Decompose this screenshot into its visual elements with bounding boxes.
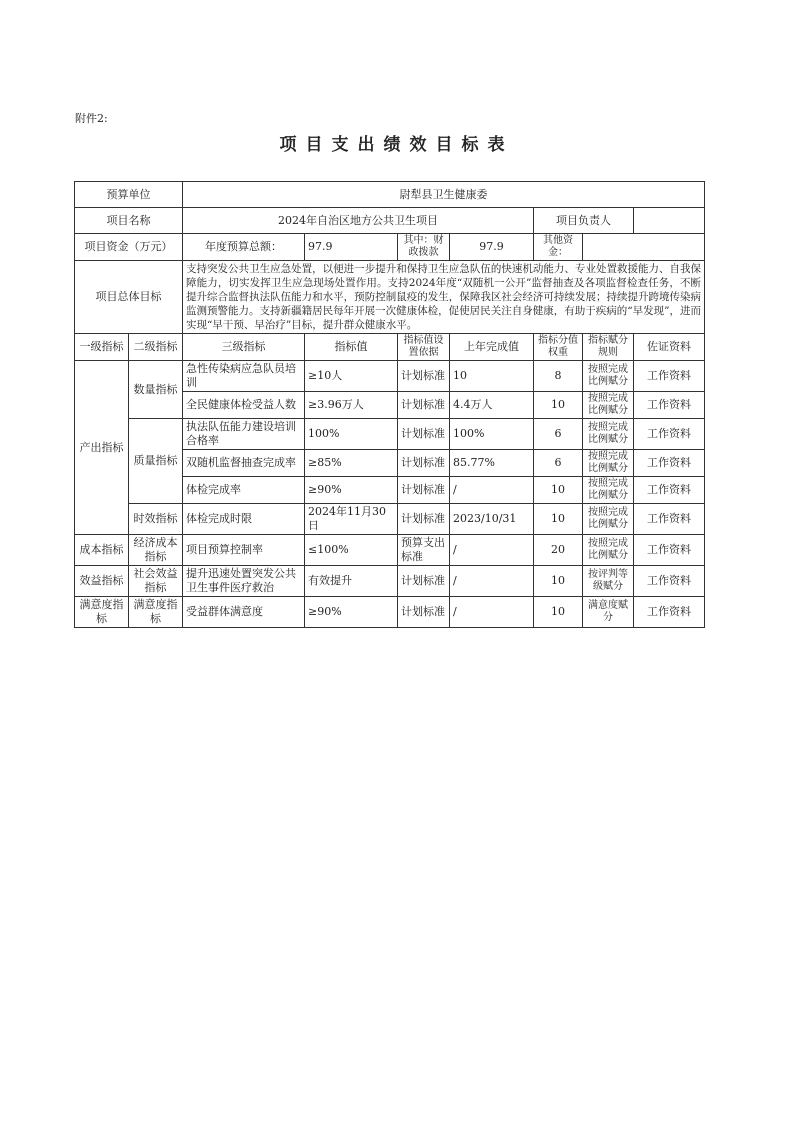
- last-year-value: 2023/10/31: [450, 504, 534, 535]
- indicator-value: ≥85%: [305, 450, 398, 477]
- project-name-label: 项目名称: [75, 208, 183, 234]
- last-year-value: /: [450, 597, 534, 628]
- indicator-basis: 计划标准: [398, 392, 450, 419]
- indicator-name: 体检完成率: [183, 477, 305, 504]
- page-title: 项目支出绩效目标表: [279, 135, 514, 155]
- performance-target-table: [74, 181, 705, 628]
- col-level3: 三级指标: [183, 334, 305, 361]
- project-leader-label: 项目负责人: [534, 208, 634, 234]
- indicator-basis: 计划标准: [398, 361, 450, 392]
- evidence: 工作资料: [634, 450, 705, 477]
- level1-benefit: 效益指标: [75, 566, 129, 597]
- scoring-rule: 按照完成比例赋分: [583, 419, 634, 450]
- indicator-basis: 计划标准: [398, 450, 450, 477]
- annual-budget-value: 97.9: [305, 234, 398, 261]
- indicator-value: 2024年11月30日: [305, 504, 398, 535]
- level2-quantity: 数量指标: [129, 361, 183, 419]
- table-row: [75, 361, 705, 392]
- level1-satisfaction: 满意度指标: [75, 597, 129, 628]
- other-funds-label: 其他资金：: [534, 234, 583, 261]
- indicator-basis: 预算支出标准: [398, 535, 450, 566]
- last-year-value: /: [450, 566, 534, 597]
- scoring-rule: 按照完成比例赋分: [583, 477, 634, 504]
- evidence: 工作资料: [634, 477, 705, 504]
- project-funds-label: 项目资金（万元）: [75, 234, 183, 261]
- indicator-name: 提升迅速处置突发公共卫生事件医疗救治: [183, 566, 305, 597]
- level1-cost: 成本指标: [75, 535, 129, 566]
- budget-unit-label: 预算单位: [75, 182, 183, 208]
- indicator-value: 有效提升: [305, 566, 398, 597]
- indicator-value: ≥10人: [305, 361, 398, 392]
- indicator-name: 双随机监督抽查完成率: [183, 450, 305, 477]
- col-value: 指标值: [305, 334, 398, 361]
- indicator-weight: 10: [534, 477, 583, 504]
- scoring-rule: 按照完成比例赋分: [583, 361, 634, 392]
- level2-social-benefit: 社会效益指标: [129, 566, 183, 597]
- col-evidence: 佐证资料: [634, 334, 705, 361]
- indicator-weight: 20: [534, 535, 583, 566]
- table-row: [75, 566, 705, 597]
- project-leader-value: [634, 208, 705, 234]
- indicator-value: 100%: [305, 419, 398, 450]
- indicator-name: 受益群体满意度: [183, 597, 305, 628]
- scoring-rule: 按照完成比例赋分: [583, 450, 634, 477]
- evidence: 工作资料: [634, 504, 705, 535]
- col-rule: 指标赋分规则: [583, 334, 634, 361]
- indicator-value: ≥3.96万人: [305, 392, 398, 419]
- last-year-value: 10: [450, 361, 534, 392]
- table-row: [75, 419, 705, 450]
- evidence: 工作资料: [634, 419, 705, 450]
- last-year-value: 4.4万人: [450, 392, 534, 419]
- indicator-name: 执法队伍能力建设培训合格率: [183, 419, 305, 450]
- scoring-rule: 按照完成比例赋分: [583, 392, 634, 419]
- indicator-value: ≤100%: [305, 535, 398, 566]
- budget-unit-row: [75, 182, 705, 208]
- last-year-value: 85.77%: [450, 450, 534, 477]
- table-row: [75, 597, 705, 628]
- level2-economic-cost: 经济成本指标: [129, 535, 183, 566]
- indicator-name: 项目预算控制率: [183, 535, 305, 566]
- indicator-weight: 10: [534, 566, 583, 597]
- table-row: [75, 504, 705, 535]
- level1-output: 产出指标: [75, 361, 129, 535]
- column-header-row: [75, 334, 705, 361]
- indicator-value: ≥90%: [305, 597, 398, 628]
- project-name-row: [75, 208, 705, 234]
- evidence: 工作资料: [634, 535, 705, 566]
- indicator-basis: 计划标准: [398, 504, 450, 535]
- indicator-weight: 8: [534, 361, 583, 392]
- scoring-rule: 按照完成比例赋分: [583, 535, 634, 566]
- fiscal-funds-value: 97.9: [450, 234, 534, 261]
- evidence: 工作资料: [634, 597, 705, 628]
- last-year-value: /: [450, 535, 534, 566]
- indicator-value: ≥90%: [305, 477, 398, 504]
- indicator-weight: 6: [534, 450, 583, 477]
- last-year-value: 100%: [450, 419, 534, 450]
- last-year-value: /: [450, 477, 534, 504]
- indicator-weight: 6: [534, 419, 583, 450]
- evidence: 工作资料: [634, 566, 705, 597]
- level2-quality: 质量指标: [129, 419, 183, 504]
- level2-timeliness: 时效指标: [129, 504, 183, 535]
- indicator-weight: 10: [534, 597, 583, 628]
- scoring-rule: 按照完成比例赋分: [583, 504, 634, 535]
- annual-budget-label: 年度预算总额：: [183, 234, 305, 261]
- col-weight: 指标分值权重: [534, 334, 583, 361]
- fiscal-funds-label: 其中：财政拨款: [398, 234, 450, 261]
- evidence: 工作资料: [634, 392, 705, 419]
- col-level2: 二级指标: [129, 334, 183, 361]
- indicator-name: 体检完成时限: [183, 504, 305, 535]
- other-funds-value: [583, 234, 705, 261]
- col-basis: 指标值设置依据: [398, 334, 450, 361]
- indicator-basis: 计划标准: [398, 597, 450, 628]
- project-funds-row: [75, 234, 705, 261]
- level2-satisfaction: 满意度指标: [129, 597, 183, 628]
- project-name-value: 2024年自治区地方公共卫生项目: [183, 208, 534, 234]
- overall-goal-row: [75, 261, 705, 334]
- indicator-basis: 计划标准: [398, 419, 450, 450]
- indicator-name: 全民健康体检受益人数: [183, 392, 305, 419]
- indicator-weight: 10: [534, 504, 583, 535]
- scoring-rule: 满意度赋分: [583, 597, 634, 628]
- overall-goal-text: 支持突发公共卫生应急处置，以便进一步提升和保持卫生应急队伍的快速机动能力、专业处置救援能力、自我保障能力，切实发挥卫生应急现场处置作用。支持2024年度“双随机一公开”监督抽查及各项监督检查任务，不断提升综合监督执法队伍能力和水平，预防控制鼠疫的发生，保障我区社会经济可持续发展；持续提升跨境传染病监测预警能力。支持新疆籍居民每年开展一次健康体检，促使居民关注自身健康，有助于疾病的“早发现”，进而实现“早干预、早治疗”目标，提升群众健康水平。: [183, 261, 705, 334]
- table-row: [75, 535, 705, 566]
- indicator-name: 急性传染病应急队员培训: [183, 361, 305, 392]
- attachment-label: 附件2:: [75, 112, 108, 125]
- indicator-basis: 计划标准: [398, 477, 450, 504]
- overall-goal-label: 项目总体目标: [75, 261, 183, 334]
- indicator-basis: 计划标准: [398, 566, 450, 597]
- col-level1: 一级指标: [75, 334, 129, 361]
- scoring-rule: 按评判等级赋分: [583, 566, 634, 597]
- indicator-weight: 10: [534, 392, 583, 419]
- evidence: 工作资料: [634, 361, 705, 392]
- col-last-year: 上年完成值: [450, 334, 534, 361]
- budget-unit-value: 尉犁县卫生健康委: [183, 182, 705, 208]
